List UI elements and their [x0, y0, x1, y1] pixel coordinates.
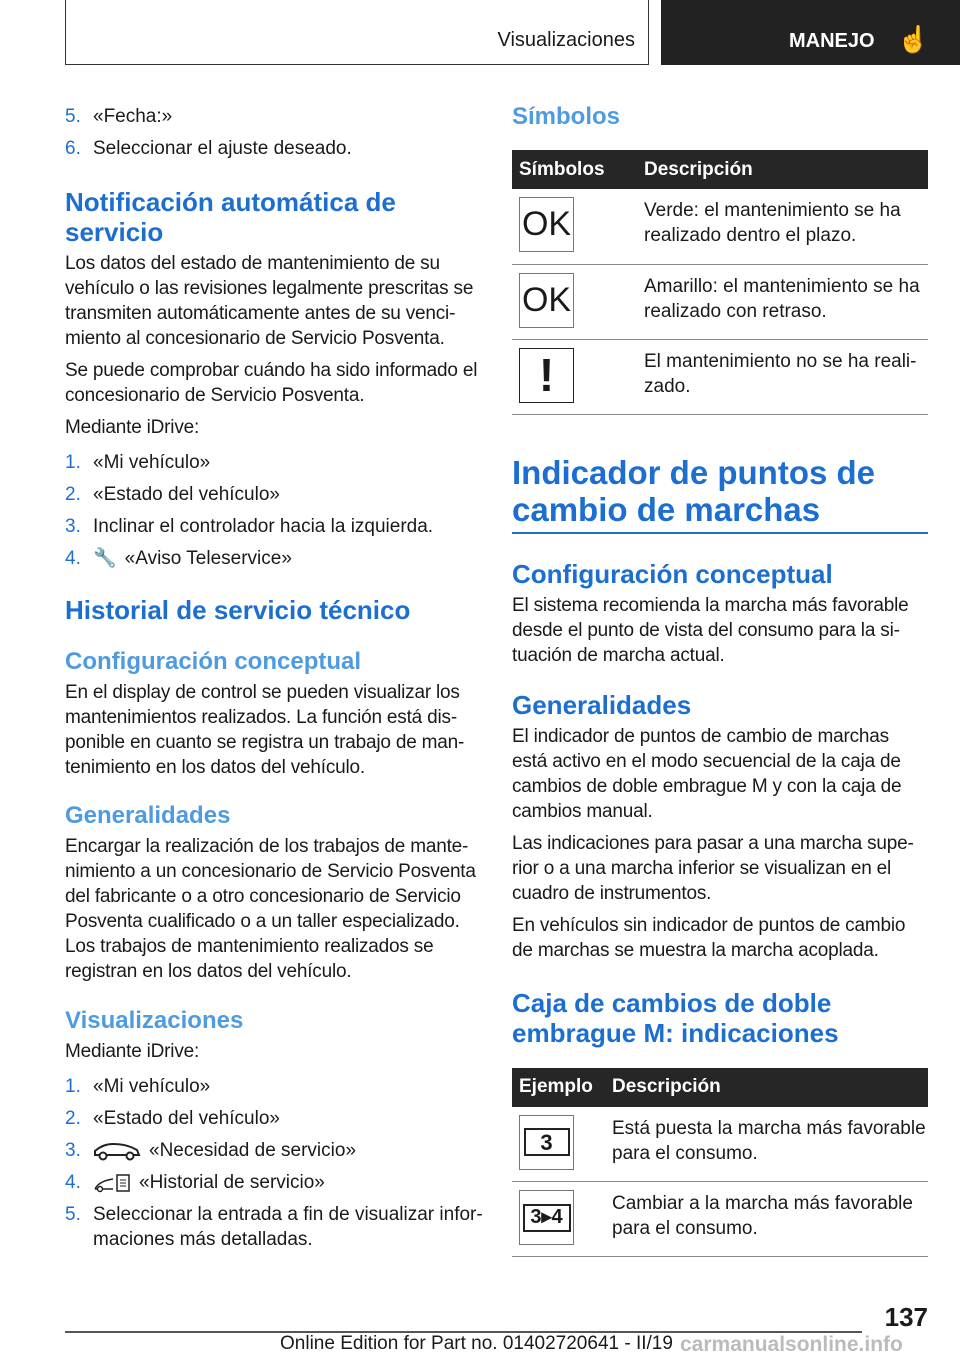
step-text: «Estado del vehículo» [93, 484, 280, 505]
description: Está puesta la marcha más favorable para el consumo. [605, 1107, 928, 1182]
step-number: 4. [65, 1172, 81, 1193]
right-column [512, 103, 928, 1257]
paragraph: El sistema recomienda la marcha más favorable desde el punto de vista del consumo para la situación de marcha actual. [512, 594, 909, 666]
step-number: 5. [65, 106, 81, 127]
step-number: 2. [65, 484, 81, 505]
step-number: 5. [65, 1204, 81, 1225]
paragraph: Mediante iDrive: [65, 1041, 200, 1062]
list-item [65, 511, 485, 543]
step-text: Seleccionar el ajuste deseado. [93, 138, 352, 159]
paragraph: En el display de control se pueden visualizar los mantenimientos realizados. La función está disponible en cuanto se registra un trabajo de mantenimiento en los datos del vehículo. [65, 682, 465, 778]
examples-table [512, 1068, 928, 1258]
table-row [512, 339, 928, 414]
heading-notificacion: Notificación automática de servicio [65, 187, 396, 247]
list-item [65, 1167, 485, 1199]
description: El mantenimiento no se ha realizado. [637, 339, 928, 414]
header-chapter [661, 0, 960, 65]
step-number: 1. [65, 1076, 81, 1097]
list-item [65, 1071, 485, 1103]
step-text: «Aviso Teleservice» [124, 548, 292, 569]
service-history-icon [93, 1173, 133, 1193]
symbols-table [512, 150, 928, 415]
step-number: 3. [65, 516, 81, 537]
paragraph: Las indicaciones para pasar a una marcha superior o a una marcha inferior se visualizan en el cuadro de instrumentos. [512, 832, 914, 904]
table-row [512, 264, 928, 339]
header-section-title: Visualizaciones [497, 29, 635, 51]
paragraph: El indicador de puntos de cambio de marchas está activo en el modo secuencial de la caja de cambios de doble embrague M y con la caja de cambios manual. [512, 725, 902, 822]
list-item [65, 543, 485, 575]
table-row [512, 1182, 928, 1257]
edition-text: Online Edition for Part no. 01402720641 - II/19 [280, 1333, 673, 1354]
ok-green-icon: OK [519, 197, 574, 252]
heading-rule [512, 532, 928, 534]
step-number: 3. [65, 1140, 81, 1161]
heading-configuracion: Configuración conceptual [512, 558, 833, 589]
description: Verde: el mantenimiento se ha realizado dentro el plazo. [637, 189, 928, 264]
step-text: «Mi vehículo» [93, 1076, 211, 1097]
list-item [65, 101, 485, 133]
hand-pointer-icon: ☝ [897, 24, 930, 54]
list-item [65, 133, 485, 165]
heading-visualizaciones: Visualizaciones [65, 1007, 244, 1034]
paragraph: Se puede comprobar cuándo ha sido informado el concesionario de Servicio Posventa. [65, 360, 478, 406]
heading-caja-cambios: Caja de cambios de doble embrague M: indicaciones [512, 987, 839, 1048]
list-item [65, 1103, 485, 1135]
car-icon [93, 1141, 141, 1161]
list-item [65, 1199, 485, 1252]
table-row [512, 189, 928, 264]
step-text: «Necesidad de servicio» [149, 1140, 357, 1161]
heading-generalidades: Generalidades [65, 802, 231, 829]
wrench-signal-icon: 🔧 [93, 548, 117, 569]
step-number: 1. [65, 452, 81, 473]
heading-generalidades: Generalidades [512, 689, 692, 720]
list-item [65, 447, 485, 479]
column-header: Ejemplo [512, 1068, 605, 1107]
table-row [512, 1107, 928, 1182]
step-text: «Estado del vehículo» [93, 1108, 280, 1129]
description: Cambiar a la marcha más favorable para el consumo. [605, 1182, 928, 1257]
heading-configuracion: Configuración conceptual [65, 648, 362, 675]
chapter-label: MANEJO [789, 30, 875, 52]
heading-simbolos: Símbolos [512, 103, 621, 130]
step-number: 4. [65, 548, 81, 569]
ok-yellow-icon: OK [519, 273, 574, 328]
list-item [65, 1135, 485, 1167]
list-item [65, 479, 485, 511]
step-text: Inclinar el controlador hacia la izquierda. [93, 516, 434, 537]
column-header: Símbolos [512, 150, 637, 189]
watermark: carmanualsonline.info [680, 1333, 903, 1356]
paragraph: Los datos del estado de mantenimiento de su vehículo o las revisiones legalmente prescritas se transmiten automáticamente antes de su vencimiento al concesionario de Servicio Posventa. [65, 253, 474, 349]
paragraph: En vehículos sin indicador de puntos de cambio de marchas se muestra la marcha acoplada. [512, 914, 906, 961]
step-text: Seleccionar la entrada a fin de visualizar informaciones más detalladas. [93, 1204, 483, 1250]
step-number: 2. [65, 1108, 81, 1129]
step-text: «Mi vehículo» [93, 452, 211, 473]
heading-indicador: Indicador de puntos de cambio de marchas [512, 453, 876, 528]
heading-historial: Historial de servicio técnico [65, 595, 411, 625]
column-header: Descripción [637, 150, 928, 189]
description: Amarillo: el mantenimiento se ha realizado con retraso. [637, 264, 928, 339]
left-column [65, 101, 485, 1252]
exclamation-icon: ! [519, 348, 574, 403]
paragraph: Mediante iDrive: [65, 417, 200, 438]
step-number: 6. [65, 138, 81, 159]
step-text: «Historial de servicio» [139, 1172, 325, 1193]
gear-shift-3-to-4-icon: 3▸4 [523, 1204, 571, 1232]
paragraph: Encargar la realización de los trabajos de mantenimiento a un concesionario de Servicio Posventa del fabricante o a otro concesionario de Servicio Posventa cualificado o a un taller especializado. Los trabajos de mantenimiento realizados se registran en los datos del vehículo. [65, 836, 476, 982]
gear-3-icon: 3 [524, 1128, 570, 1156]
column-header: Descripción [605, 1068, 928, 1107]
page-number: 137 [884, 1302, 928, 1332]
step-text: «Fecha:» [93, 106, 173, 127]
